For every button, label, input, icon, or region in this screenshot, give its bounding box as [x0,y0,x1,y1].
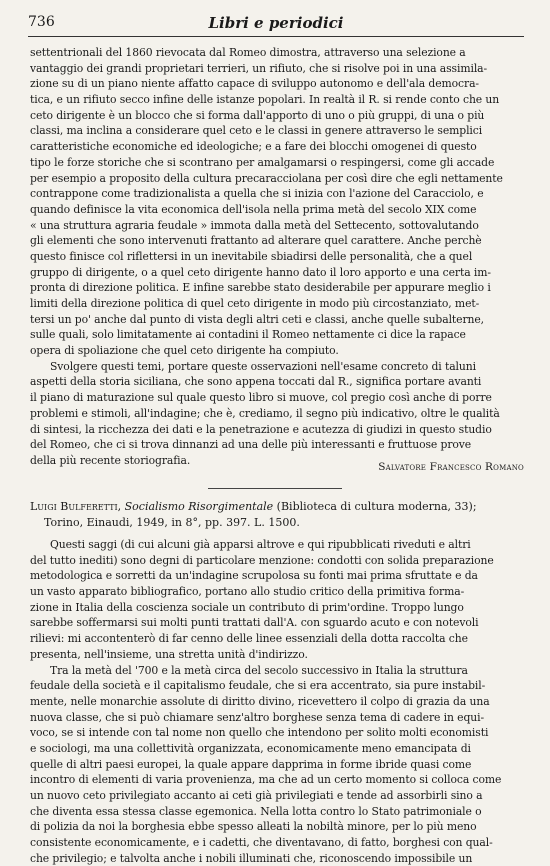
text-line: del Romeo, che ci si trova dinnanzi ad una delle più interessanti e fruttuose prove [30,438,472,452]
text-line: Questi saggi (di cui alcuni già apparsi altrove e qui ripubblicati riveduti e altri [30,538,471,551]
page-number: 736 [28,14,55,30]
reviewer-signature: Salvatore Francesco Romano [378,461,524,473]
text-line: aspetti della storia siciliana, che sono appena toccati dal R., significa portare avanti [30,375,482,389]
text-line: che privilegio; e talvolta anche i nobili illuminati che, riconoscendo impossibile un [30,851,473,865]
section-divider [208,488,342,489]
text-line: zione su di un piano niente affatto capace di sviluppo autonomo e dell'ala democra- [30,77,479,91]
text-line: gruppo di dirigente, o a quel ceto dirigente hanno dato il loro apporto e una certa im- [30,265,491,279]
text-line: « una struttura agraria feudale » immota dalla metà del Settecento, sottovalutando [30,218,479,232]
text-line: caratteristiche economiche ed ideologiche; e a fare dei blocchi omogenei di questo [30,140,477,154]
text-line: classi, ma inclina a considerare quel ceto e le classi in genere attraverso le semplici [30,124,483,138]
book-title: Socialismo Risorgimentale [124,500,274,513]
text-line: il piano di maturazione sul quale questo libro si muove, col pregio così anche di porre [30,391,492,405]
text-line: nuova classe, che si può chiamare senz'altro borghese senza tema di cadere in equi- [30,710,485,724]
bibliographic-entry [30,499,524,530]
text-line: del tutto inediti) sono degni di particolare menzione: condotti con solida preparazione [30,553,494,567]
text-line: tipo le forze storiche che si scontrano per amalgamarsi o respingersi, come gli accade [30,155,495,169]
text-line: e sociologi, ma una collettività organizzata, economicamente meno emancipata di [30,741,471,755]
text-line: contrappone come tradizionalista a quella che si inizia con l'azione del Caracciolo, e [30,187,484,201]
text-line: feudale della società e il capitalismo feudale, che si era accentrato, sia pure instabil- [30,679,486,693]
text-line: sulle quali, solo limitatamente ai contadini il Romeo nettamente ci dice la rapace [30,328,466,342]
text-line: settentrionali del 1860 rievocata dal Romeo dimostra, attraverso una selezione a [30,46,466,59]
text-line: di sintesi, la ricchezza dei dati e la penetrazione e acutezza di giudizi in questo studio [30,422,492,436]
text-line: della più recente storiografia. [30,453,191,467]
text-line: Svolgere questi temi, portare queste osservazioni nell'esame concreto di taluni [30,359,476,373]
review-body-2 [30,537,524,866]
text-line: per esempio a proposito della cultura precaracciolana per così dire che egli nettamente [30,171,503,185]
text-line: tica, e un rifiuto secco infine delle istanze popolari. In realtà il R. si rende conto che un [30,93,500,107]
text-line: sarebbe soffermarsi sui molti punti trattati dall'A. con sguardo acuto e con notevoli [30,616,479,630]
running-header [28,14,524,37]
text-line: opera di spoliazione che quel ceto dirigente ha compiuto. [30,344,339,358]
text-line: un vasto apparato bibliografico, portano allo studio critico della primitiva forma- [30,585,465,599]
text-line: mente, nelle monarchie assolute di diritto divino, ricevettero il colpo di grazia da una [30,694,490,708]
text-line: problemi e stimoli, all'indagine; che è, crediamo, il segno più indicativo, oltre le qualità [30,406,500,420]
text-line: gli elementi che sono intervenuti frattanto ad alterare quel carattere. Anche perchè [30,234,482,248]
text-line: vantaggio dei grandi proprietari terrieri, un rifiuto, che si risolve poi in una assimila- [30,61,488,75]
review-body-1 [30,45,524,469]
text-line: un nuovo ceto privilegiato accanto ai ceti già privilegiati e tende ad assorbirli sino a [30,789,483,802]
text-line: pronta di direzione politica. E infine sarebbe stato desiderabile per appurare meglio i [30,281,491,295]
text-line: zione in Italia della coscienza sociale un contributo di prim'ordine. Troppo lungo [30,600,464,614]
text-line: consistente economicamente, e i cadetti, che diventavano, di fatto, borghesi con qual- [30,836,493,850]
text-line: incontro di elementi di varia provenienza, ma che ad un certo momento si colloca come [30,773,502,787]
text-line: presenta, nell'insieme, una stretta unità d'indirizzo. [30,647,308,661]
text-line: Tra la metà del '700 e la metà circa del secolo successivo in Italia la struttura [30,663,468,677]
text-line: quelle di altri paesi europei, la quale appare dapprima in forme ibride quasi come [30,757,472,771]
text-line: quando definisce la vita economica dell'isola nella prima metà del secolo XIX come [30,202,477,216]
book-series: (Biblioteca di cultura moderna, 33); [276,500,477,513]
text-line: di polizia da noi la borghesia ebbe spesso alleati la nobiltà minore, per lo più meno [30,820,477,834]
book-author: Luigi Bulferetti, [30,500,122,513]
text-line: rilievi: mi accontenterò di far cenno delle linee essenziali della dotta raccolta che [30,632,468,646]
text-line: metodologica e sorretti da un'indagine scrupolosa su fonti mai prima sfruttate e da [30,569,478,583]
text-line: questo finisce col riflettersi in un inevitabile sbiadirsi delle personalità, che a quel [30,249,473,263]
text-line: ceto dirigente è un blocco che si forma dall'apporto di uno o più gruppi, di una o più [30,108,485,122]
text-line: che diventa essa stessa classe egemonica. Nella lotta contro lo Stato patrimoniale o [30,804,482,818]
text-line: limiti della direzione politica di quel ceto dirigente in modo più circostanziato, met- [30,297,480,310]
text-line: voco, se si intende con tal nome non quello che intendono per solito molti economisti [30,726,489,740]
book-imprint: Torino, Einaudi, 1949, in 8°, pp. 397. L. 1500. [44,515,300,529]
text-line: tersi un po' anche dal punto di vista degli altri ceti e classi, anche quelle subalterne, [30,312,485,326]
running-title: Libri e periodici [208,14,344,32]
